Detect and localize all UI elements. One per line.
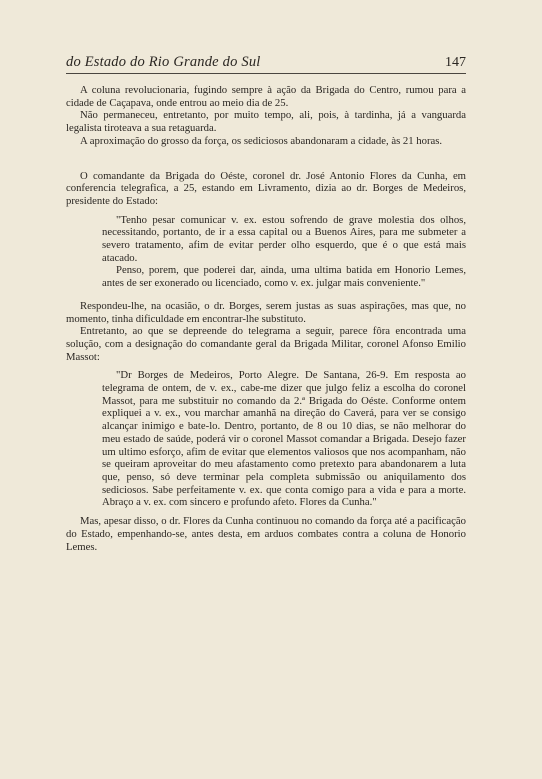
page-body xyxy=(66,84,466,553)
running-title: do Estado do Rio Grande do Sul xyxy=(66,54,261,70)
paragraph: Respondeu-lhe, na ocasião, o dr. Borges, serem justas as suas aspirações, mas que, no momento, tinha dificuldade em encontrar-lhe substituto. xyxy=(66,299,466,325)
paragraph: O comandante da Brigada do Oéste, coronel dr. José Antonio Flores da Cunha, em conferencia telegrafica, a 25, estando em Livramento, dizia ao dr. Borges de Medeiros, presidente do Estado: xyxy=(66,169,466,207)
header-rule xyxy=(66,73,466,74)
quoted-telegram: "Tenho pesar comunicar v. ex. estou sofrendo de grave molestia dos olhos, necessitando, portanto, de ir a essa capital ou a Buenos Aires, para me submeter a severo tratamento, afim de evitar perder olho esquerdo, que é o que está mais atacado. xyxy=(102,213,466,264)
paragraph: A coluna revolucionaria, fugindo sempre à ação da Brigada do Centro, rumou para a cidade de Caçapava, onde entrou ao meio dia de 25. xyxy=(66,84,466,109)
paragraph: Mas, apesar disso, o dr. Flores da Cunha continuou no comando da força até a pacificação do Estado, empenhando-se, antes desta, em arduos combates contra a coluna de Honorio Lemes. xyxy=(66,515,466,553)
quoted-telegram: Penso, porem, que poderei dar, ainda, uma ultima batida em Honorio Lemes, antes de ser exonerado ou licenciado, como v. ex. julgar mais conveniente." xyxy=(102,264,466,290)
page-number: 147 xyxy=(445,55,466,70)
paragraph: Não permaneceu, entretanto, por muito tempo, ali, pois, à tardinha, já a vanguarda legalista tiroteava a sua retaguarda. xyxy=(66,109,466,135)
section-gap xyxy=(66,148,466,170)
paragraph: Entretanto, ao que se depreende do telegrama a seguir, parece fôra encontrada uma solução, com a designação do comandante geral da Brigada Militar, coronel Afonso Emilio Massot: xyxy=(66,325,466,363)
quoted-telegram: "Dr Borges de Medeiros, Porto Alegre. De Santana, 26-9. Em resposta ao telegrama de ontem, de v. ex., cabe-me dizer que julgo feliz a escolha do coronel Massot, para me substituir no comando da 2.ª Brigada do Oéste. Conforme ontem expliquei a v. ex., vou marchar amanhã na direção do Caverá, para ver se consigo alcançar inimigo e bate-lo. Dentro, portanto, de 8 ou 10 dias, se não melhorar do meu estado de saúde, poderá vir o coronel Massot comandar a Brigada. Desejo fazer um ultimo esforço, afim de evitar que elementos valiosos que nos acompanham, não se queiram aproveitar do meu afastamento como pretexto para abandonarem a luta que, penso, só deve terminar pela completa submissão ou aniquilamento dos sediciosos. Sabe perfeitamente v. ex. que conta comigo para a vida e para a morte. Abraço a v. ex. com sincero e profundo afeto. Flores da Cunha." xyxy=(102,369,466,509)
spacer xyxy=(66,290,466,300)
running-header xyxy=(66,54,466,71)
paragraph: A aproximação do grosso da força, os sediciosos abandonaram a cidade, às 21 horas. xyxy=(80,134,443,147)
